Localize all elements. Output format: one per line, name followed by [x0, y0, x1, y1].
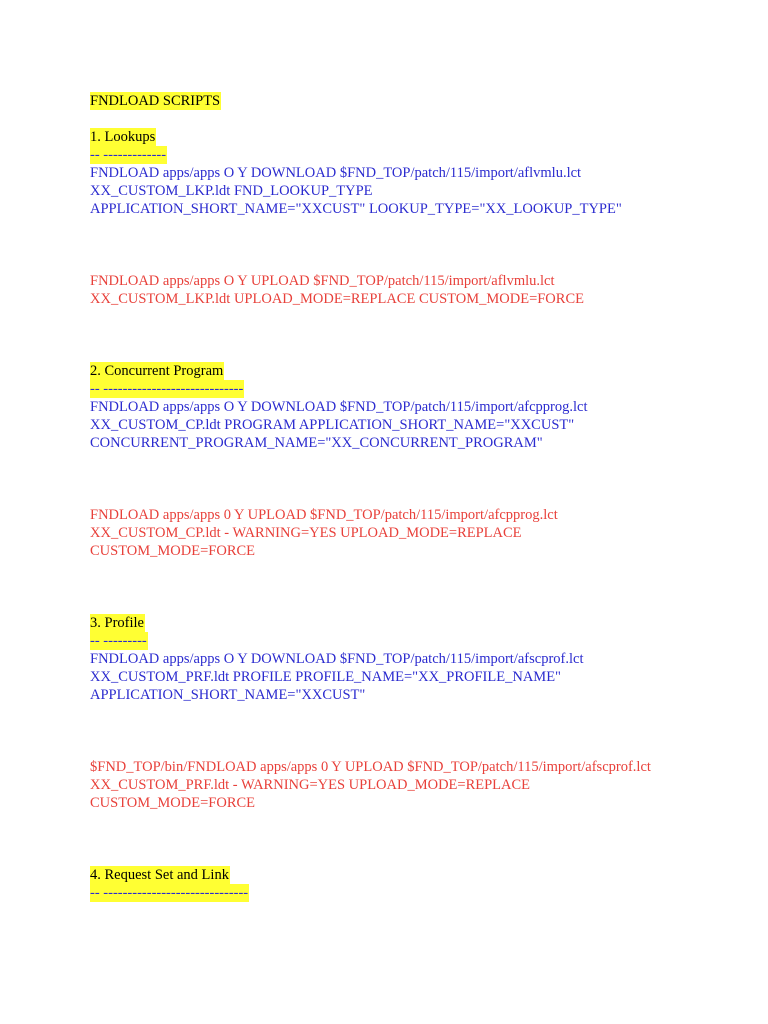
section-heading: 2. Concurrent Program: [90, 363, 224, 379]
download-command-line: XX_CUSTOM_LKP.ldt FND_LOOKUP_TYPE: [90, 183, 373, 199]
document-title: FNDLOAD SCRIPTS: [90, 93, 221, 109]
spacer: [90, 452, 730, 506]
spacer: [90, 812, 730, 866]
section-heading: 3. Profile: [90, 615, 144, 631]
spacer: [90, 308, 730, 362]
spacer: [90, 218, 730, 272]
upload-command-line: CUSTOM_MODE=FORCE: [90, 543, 256, 559]
download-command-line: XX_CUSTOM_CP.ldt PROGRAM APPLICATION_SHORT_NAME="XXCUST": [90, 417, 575, 433]
section-heading: 1. Lookups: [90, 129, 156, 145]
spacer: [90, 704, 730, 758]
download-command-line: FNDLOAD apps/apps O Y DOWNLOAD $FND_TOP/patch/115/import/afscprof.lct: [90, 651, 584, 667]
upload-command-line: $FND_TOP/bin/FNDLOAD apps/apps 0 Y UPLOAD $FND_TOP/patch/115/import/afscprof.lct: [90, 759, 651, 775]
section-rule: -- -------------: [90, 147, 167, 163]
section-lookups: [90, 128, 730, 308]
upload-command-line: FNDLOAD apps/apps 0 Y UPLOAD $FND_TOP/patch/115/import/afcpprog.lct: [90, 507, 558, 523]
section-concurrent-program: [90, 362, 730, 560]
download-command-line: FNDLOAD apps/apps O Y DOWNLOAD $FND_TOP/patch/115/import/aflvmlu.lct: [90, 165, 582, 181]
section-rule: -- ------------------------------: [90, 885, 249, 901]
section-request-set-and-link: [90, 866, 730, 902]
upload-command-line: XX_CUSTOM_LKP.ldt UPLOAD_MODE=REPLACE CUSTOM_MODE=FORCE: [90, 291, 584, 307]
download-command-line: CONCURRENT_PROGRAM_NAME="XX_CONCURRENT_PROGRAM": [90, 435, 543, 451]
upload-command-line: XX_CUSTOM_CP.ldt - WARNING=YES UPLOAD_MODE=REPLACE: [90, 525, 522, 541]
document-page: [90, 92, 730, 902]
section-rule: -- -----------------------------: [90, 381, 244, 397]
section-profile: [90, 614, 730, 812]
download-command-line: APPLICATION_SHORT_NAME="XXCUST" LOOKUP_TYPE="XX_LOOKUP_TYPE": [90, 201, 622, 217]
section-rule: -- ---------: [90, 633, 147, 649]
upload-command-line: CUSTOM_MODE=FORCE: [90, 795, 256, 811]
download-command-line: FNDLOAD apps/apps O Y DOWNLOAD $FND_TOP/patch/115/import/afcpprog.lct: [90, 399, 588, 415]
upload-command-line: FNDLOAD apps/apps O Y UPLOAD $FND_TOP/patch/115/import/aflvmlu.lct: [90, 273, 555, 289]
upload-command-line: XX_CUSTOM_PRF.ldt - WARNING=YES UPLOAD_MODE=REPLACE: [90, 777, 531, 793]
download-command-line: XX_CUSTOM_PRF.ldt PROFILE PROFILE_NAME="XX_PROFILE_NAME": [90, 669, 561, 685]
section-heading: 4. Request Set and Link: [90, 867, 229, 883]
document-title-line: [90, 92, 730, 110]
download-command-line: APPLICATION_SHORT_NAME="XXCUST": [90, 687, 366, 703]
spacer: [90, 110, 730, 128]
spacer: [90, 560, 730, 614]
